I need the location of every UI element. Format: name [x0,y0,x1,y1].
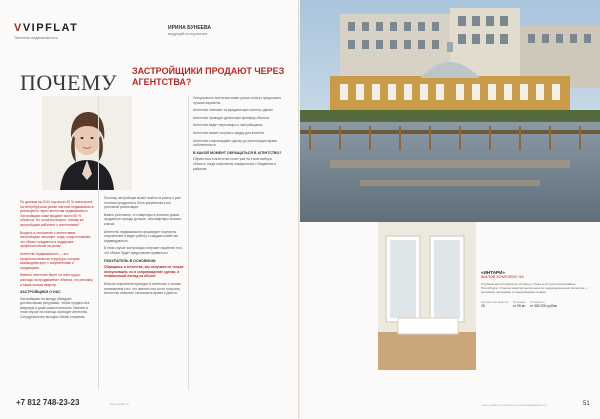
stat-label: Количество квартир [481,299,509,304]
author-role: ведущий консультант [168,31,208,36]
author-name: ИРИНА БУНЕЕВА [168,25,211,31]
headline-red: ЗАСТРОЙЩИКИ ПРОДАЮТ ЧЕРЕЗ АГЕНТСТВА? [132,66,285,87]
bullet-item: Агентство может получить скидку для клиента. [193,130,265,135]
stat-label: Стоимость [529,299,545,304]
section-heading: ЗАСТРОЙЩИКИ О НАС [20,290,61,295]
stat-label: Площадь [512,299,526,304]
stat-item [530,300,557,308]
stat-item [481,300,509,308]
brand-logo [14,22,78,34]
body-paragraph: Агентство недвижимости формирует портфель покупателей и ведет работу с каждым клиентом индивидуально. [104,229,178,243]
stat-value: 28 [481,303,485,308]
body-paragraph: Важно учитывать, что квартиры в элитных домах продаются гораздо дольше, чем квартиры эконом-класса. [104,212,182,226]
left-page [0,0,299,419]
project-subtitle: ЖИЛОЙ КОМПЛЕКС НА [481,275,524,279]
headline-big: ПОЧЕМУ [20,70,118,95]
column-divider [188,95,189,390]
subheading-red: Обращаясь в агентство, мы получаем не только консультацию, но и сопровождение сделки, и независимый взгляд на объект. [104,265,184,279]
interior-photo [378,222,476,370]
stat-item [513,300,526,308]
intro-paragraph: Входить в отношения с агентствами застройщики начинают тогда, когда понимают, что объект нуждается в поддержке профессионалов на рынке. [20,230,92,249]
intro-paragraph: Агентство недвижимости — это профессиональная структура, которая взаимодействует с покупателями и продавцами. [20,251,80,270]
footer-url-left: www.vipflat.ru [110,402,129,406]
project-description: Клубный жилой комплекс на берегу Невы в историческом районе Петербурга. Отделка квартир выполнена по индивидуальным проектам, с высокими потолками и панорамными окнами. [481,282,588,295]
body-paragraph: Обратиться в агентство стоит уже на этапе выбора объекта, когда покупатель определился с бюджетом и районом. [193,157,277,171]
bullet-item: Специалисты агентства знают рынок и могут предложить лучшие варианты. [193,96,282,105]
body-paragraph: В этом случае застройщик получает гарантию того, что объект будет представлен правильно. [104,246,183,255]
right-column-of-left-page [193,96,285,174]
right-page [300,0,600,419]
logo-mark: V [14,22,23,34]
body-paragraph: Поэтому застройщик может выйти на рынок с уже готовым продуктом и быть уверенным в его успешной реализации. [104,196,181,210]
body-paragraph: Многие покупатели приходят в агентство с четким пониманием того, что именно они хотят получить. Агентство помогает сэкономить время и деньги. [104,281,181,296]
column-divider [98,95,99,390]
bullet-item: Агентство отвечает за юридическую чистоту сделки. [193,108,274,113]
intro-paragraph: По данным на 2014 год около 40 % новостроек на петербургском рынке элитной недвижимости реализуется через агентства недвижимости. Застройщики сами продают около 60 % объектов. Но остается вопрос: почему же застройщики работают с агентствами? [20,200,94,227]
bullet-item: Агентство сопровождает сделку до регистрации права собственности. [193,138,277,148]
stat-value: от 95 м² [512,303,526,308]
exterior-photo [300,0,600,222]
project-stats [481,300,589,308]
bullet-item: Агентство ведет переговоры с застройщиком. [193,123,264,128]
body-paragraph: Застройщики не всегда обладают достаточными ресурсами, чтобы продать все квартиры в доме самостоятельно. Именно в этом случае на помощь приходят агентства. Сотрудничество выгодно обеим сторонам. [20,296,90,320]
bullet-item: Агентство проводит детальную проверку объекта. [193,115,270,120]
project-caption [481,270,589,308]
section-heading: В КАКОЙ МОМЕНТ ОБРАЩАТЬСЯ В АГЕНТСТВО? [193,150,282,155]
phone-number: +7 812 748-23-23 [16,398,80,407]
project-title: «ИНТАРИ» [481,270,505,275]
brand-tagline: Элитная недвижимость [14,35,58,40]
footer-url-right: www.vipflat.ru | журнал элитной недвижимости [482,403,547,407]
page-number: 51 [583,401,590,407]
intro-paragraph: Именно агентство берет на себя труд и расходы на продвижение объекта, его рекламу, а также показы квартир. [20,273,94,287]
left-column-2 [104,196,184,299]
logo-text: VIPFLAT [22,22,79,34]
left-column-1 [20,200,94,323]
author-portrait [42,96,132,190]
stat-value: от 380 000 руб/м² [529,303,558,308]
section-heading: ПОКУПАТЕЛЬ В ОСНОВНОМ: [104,258,157,263]
